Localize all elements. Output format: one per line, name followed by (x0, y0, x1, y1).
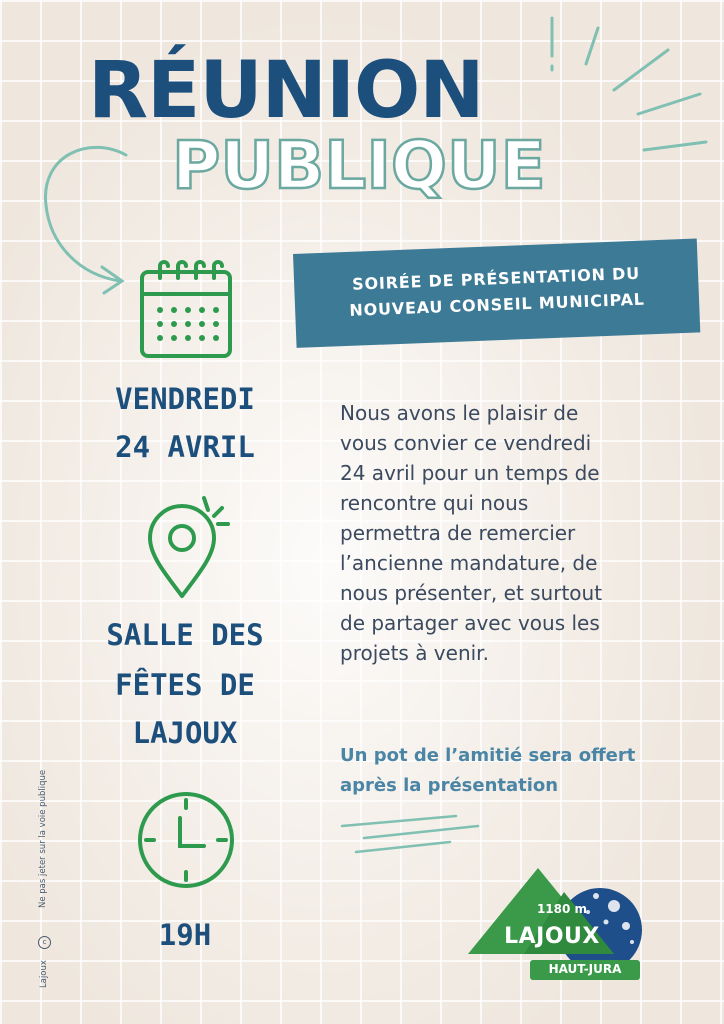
calendar-icon (136, 258, 236, 362)
subtitle-banner (293, 238, 700, 347)
author-credit (38, 936, 51, 988)
title-publique: PUBLIQUE (172, 127, 546, 204)
banner-line-2: NOUVEAU CONSEIL MUNICIPAL (349, 289, 646, 320)
sparkle-lines-icon (540, 10, 720, 160)
description-line: 24 avril pour un temps de (340, 461, 600, 485)
location-pin-icon (142, 494, 232, 604)
description (340, 398, 670, 668)
sidebar-legal (28, 740, 68, 1000)
event-place-line-1: SALLE DES (106, 618, 264, 652)
logo-name: LAJOUX (504, 924, 600, 949)
clock-icon (134, 788, 238, 892)
curved-arrow-icon (30, 135, 140, 295)
copyright-icon: c (38, 936, 51, 949)
event-place-line-2: FÊTES DE (115, 668, 255, 702)
logo-altitude: 1180 m (536, 902, 588, 916)
description-line: vous convier ce vendredi (340, 431, 592, 455)
decorative-lines-icon (338, 810, 488, 860)
logo-region: HAUT-JURA (548, 962, 622, 976)
banner-line-1: SOIRÉE DE PRÉSENTATION DU (351, 263, 641, 294)
author-name: Lajoux (39, 960, 49, 988)
description-line: permettra de remercier (340, 521, 576, 545)
legal-notice: Ne pas jeter sur la voie publique (38, 769, 48, 908)
event-time: 19H (158, 918, 212, 952)
lajoux-logo (464, 862, 648, 996)
description-line: projets à venir. (340, 641, 489, 665)
event-day: VENDREDI (115, 382, 255, 416)
title-reunion: RÉUNION (88, 46, 484, 136)
description-line: nous présenter, et surtout (340, 581, 603, 605)
pot-line-1: Un pot de l’amitié sera offert (340, 745, 636, 766)
description-line: rencontre qui nous (340, 491, 529, 515)
event-date: 24 AVRIL (115, 430, 255, 464)
pot-announcement (340, 741, 680, 801)
description-line: Nous avons le plaisir de (340, 401, 579, 425)
description-line: l’ancienne mandature, de (340, 551, 598, 575)
description-line: de partager avec vous les (340, 611, 600, 635)
event-place-line-3: LAJOUX (132, 716, 238, 750)
pot-line-2: après la présentation (340, 775, 559, 796)
